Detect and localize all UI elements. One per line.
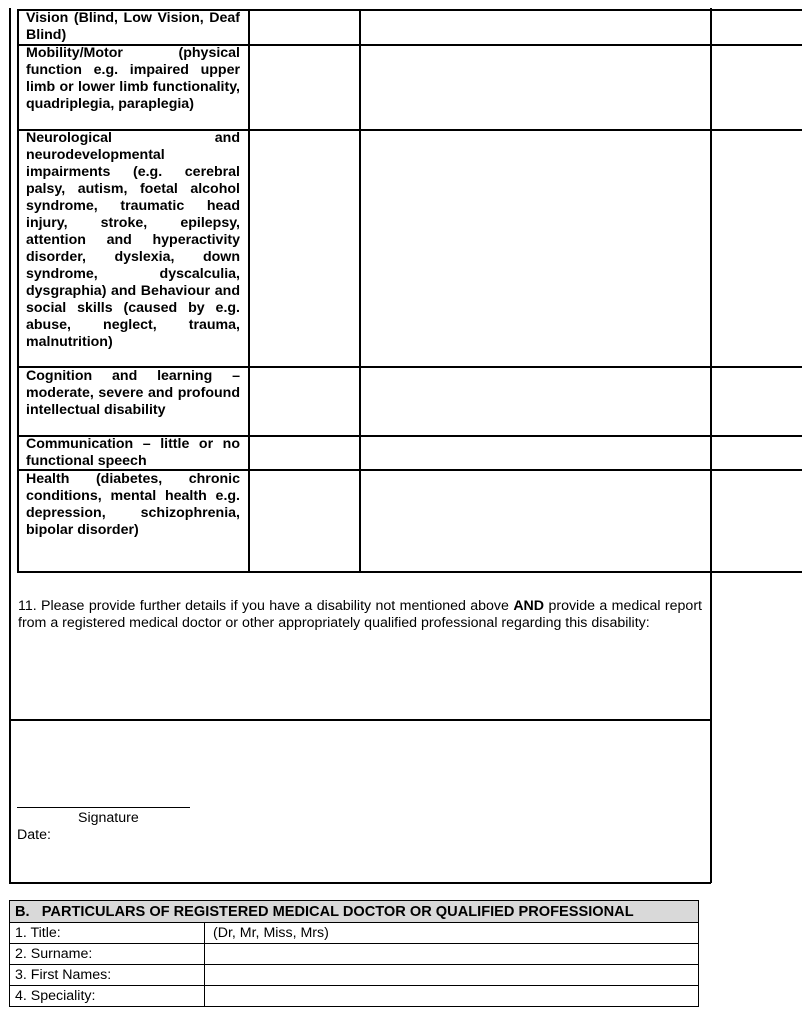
date-field[interactable] xyxy=(60,826,260,844)
surname-label: 2. Surname: xyxy=(10,944,205,965)
answer-cell-cognition-col3[interactable] xyxy=(361,368,710,435)
category-cognition: Cognition and learning – moderate, severe and profound intellectual disability xyxy=(26,368,240,418)
question-11-bold-and: AND xyxy=(513,598,545,614)
speciality-label: 4. Speciality: xyxy=(10,986,205,1007)
category-neurological: Neurological and neurodevelopmental impairments (e.g. cerebral palsy, autism, foetal alcohol syndrome, traumatic head injury, stroke, epilepsy, attention and hyperactivity disorder, dyslexia, down syndrome, dyscalculia, dysgraphia) and Behaviour and social skills (caused by e.g. abuse, neglect, trauma, malnutrition) xyxy=(26,130,240,350)
date-label: Date: xyxy=(17,827,51,843)
section-b-heading: B. PARTICULARS OF REGISTERED MEDICAL DOCTOR OR QUALIFIED PROFESSIONAL xyxy=(10,901,699,923)
speciality-field[interactable] xyxy=(205,986,699,1007)
category-communication: Communication – little or no functional speech xyxy=(26,436,240,469)
col-border xyxy=(17,9,19,573)
row-border xyxy=(18,571,802,573)
answer-cell-health-col4[interactable] xyxy=(712,471,802,571)
answer-cell-neurological-col4[interactable] xyxy=(712,131,802,366)
outer-frame-left xyxy=(9,8,11,883)
surname-field[interactable] xyxy=(205,944,699,965)
title-label: 1. Title: xyxy=(10,923,205,944)
question-11-text-after: provide a medical report from a registered medical doctor or other appropriately qualified professional regarding this disability: xyxy=(18,598,702,631)
answer-cell-mobility-col2[interactable] xyxy=(250,46,358,129)
answer-cell-health-col3[interactable] xyxy=(361,471,710,571)
table-row xyxy=(10,965,699,986)
answer-cell-vision-col3[interactable] xyxy=(361,11,710,44)
first-names-label: 3. First Names: xyxy=(10,965,205,986)
answer-cell-mobility-col4[interactable] xyxy=(712,46,802,129)
answer-cell-cognition-col2[interactable] xyxy=(250,368,358,435)
answer-cell-health-col2[interactable] xyxy=(250,471,358,571)
answer-cell-mobility-col3[interactable] xyxy=(361,46,710,129)
answer-cell-vision-col4[interactable] xyxy=(712,11,802,44)
table-row xyxy=(10,923,699,944)
first-names-field[interactable] xyxy=(205,965,699,986)
table-row xyxy=(10,986,699,1007)
answer-cell-communication-col4[interactable] xyxy=(712,437,802,469)
title-field[interactable]: (Dr, Mr, Miss, Mrs) xyxy=(205,923,699,944)
answer-cell-cognition-col4[interactable] xyxy=(712,368,802,435)
answer-cell-neurological-col2[interactable] xyxy=(250,131,358,366)
answer-cell-communication-col3[interactable] xyxy=(361,437,710,469)
question-11-text xyxy=(18,598,702,632)
question-divider xyxy=(9,719,711,721)
section-b-table xyxy=(9,900,699,1007)
table-row xyxy=(10,944,699,965)
question-11-text-before: 11. Please provide further details if you have a disability not mentioned above xyxy=(18,598,514,614)
answer-cell-vision-col2[interactable] xyxy=(250,11,358,44)
answer-cell-communication-col2[interactable] xyxy=(250,437,358,469)
category-mobility: Mobility/Motor (physical function e.g. impaired upper limb or lower limb functionality, quadriplegia, paraplegia) xyxy=(26,45,240,112)
signature-field[interactable] xyxy=(17,770,190,806)
category-vision: Vision (Blind, Low Vision, Deaf Blind) xyxy=(26,10,240,43)
signature-line xyxy=(17,807,190,808)
outer-frame-bottom xyxy=(9,882,711,884)
question-11-answer-area[interactable] xyxy=(18,652,702,716)
signature-label: Signature xyxy=(78,810,139,826)
answer-cell-neurological-col3[interactable] xyxy=(361,131,710,366)
category-health: Health (diabetes, chronic conditions, mental health e.g. depression, schizophrenia, bipolar disorder) xyxy=(26,471,240,538)
